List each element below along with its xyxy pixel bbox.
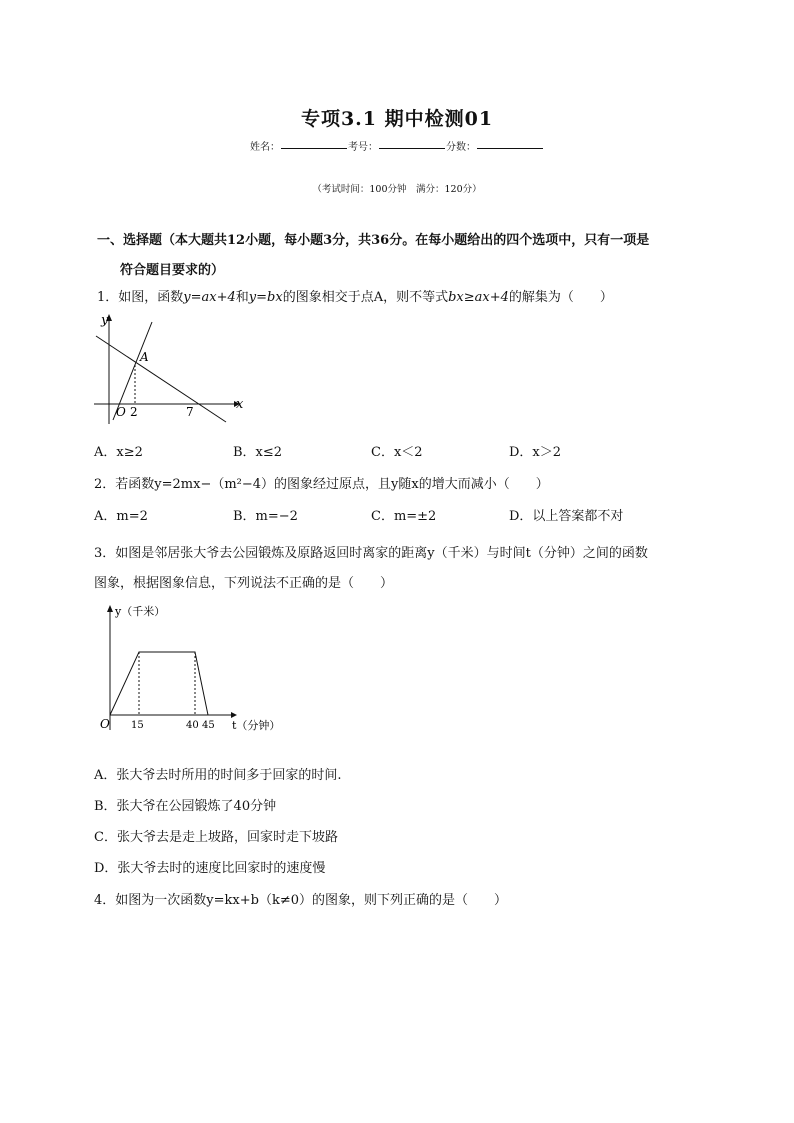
name-label: 姓名：	[250, 142, 280, 153]
exam-time-note: （考试时间：100分钟 满分：120分）	[312, 184, 482, 195]
tick-label-40: 40	[186, 720, 199, 731]
name-blank[interactable]	[281, 147, 347, 149]
function-1: y=ax+4	[183, 290, 236, 305]
inequality: bx≥ax+4	[448, 290, 509, 305]
student-info-line	[0, 138, 794, 153]
exam-no-blank[interactable]	[379, 147, 445, 149]
q2-option-b[interactable]: B．m=−2	[233, 509, 298, 524]
q1-option-b[interactable]: B．x≤2	[233, 445, 283, 460]
question-1-text-d: 的解集为（ ）	[508, 290, 613, 305]
t-axis-arrow	[231, 712, 237, 718]
q2-option-a[interactable]: A．m=2	[94, 509, 148, 524]
page-title: 专项3.1 期中检测01	[300, 108, 494, 130]
question-1-text-b: 和	[235, 290, 249, 305]
q1-option-c[interactable]: C．x＜2	[371, 445, 423, 460]
question-4-stem	[94, 891, 714, 911]
point-a-label: A	[140, 350, 149, 364]
question-3-number: 3．	[94, 546, 116, 561]
tick-label-7: 7	[186, 405, 194, 419]
y-axis-arrow	[107, 605, 113, 612]
tick-label-15: 15	[131, 720, 144, 731]
q2-option-c[interactable]: C．m=±2	[371, 509, 437, 524]
question-4-number: 4．	[94, 893, 116, 908]
question-4-text: 如图为一次函数y=kx+b（k≠0）的图象，则下列正确的是（ ）	[115, 893, 507, 908]
q3-option-a[interactable]: A．张大爷去时所用的时间多于回家的时间.	[94, 768, 342, 783]
question-1-text: 如图，函数	[118, 290, 184, 305]
q2-option-d[interactable]: D．以上答案都不对	[509, 509, 624, 524]
origin-label: O	[116, 405, 126, 419]
q3-option-c[interactable]: C．张大爷去是走上坡路，回家时走下坡路	[94, 830, 338, 845]
q1-option-d[interactable]: D．x＞2	[509, 445, 562, 460]
question-3-line1	[94, 539, 724, 569]
origin-label: O	[100, 717, 110, 731]
y-axis-label: y	[101, 313, 109, 328]
question-1-number: 1．	[97, 290, 119, 305]
q3-option-d[interactable]: D．张大爷去时的速度比回家时的速度慢	[94, 861, 326, 876]
question-3-text-1: 如图是邻居张大爷去公园锻炼及原路返回时离家的距离y（千米）与时间t（分钟）之间的函数	[115, 546, 648, 561]
section-heading-line2: 符合题目要求的）	[120, 263, 225, 278]
t-axis-label: t（分钟）	[232, 719, 281, 732]
tick-label-2: 2	[130, 405, 138, 419]
x-axis-label: x	[236, 397, 244, 412]
section-heading-line1: 一、选择题（本大题共12小题，每小题3分，共36分。在每小题给出的四个选项中，只有一项是	[97, 233, 650, 248]
question-1-text-c: 的图象相交于点A，则不等式	[282, 290, 449, 305]
question-3-line2: 图象，根据图象信息，下列说法不正确的是（ ）	[94, 576, 394, 591]
distance-graph	[110, 652, 208, 715]
tick-label-45: 45	[202, 720, 215, 731]
q3-option-b[interactable]: B．张大爷在公园锻炼了40分钟	[94, 799, 277, 814]
score-blank[interactable]	[477, 147, 543, 149]
question-1-stem	[97, 288, 717, 308]
function-2: y=bx	[248, 290, 283, 305]
q1-option-a[interactable]: A．x≥2	[94, 445, 143, 460]
y-axis-label: y（千米）	[115, 605, 166, 618]
question-2-number: 2．	[94, 477, 116, 492]
question-1-figure	[90, 310, 250, 430]
question-2-text: 若函数y=2mx−（m²−4）的图象经过原点，且y随x的增大而减小（ ）	[115, 477, 549, 492]
question-2-stem	[94, 475, 714, 495]
score-label: 分数：	[446, 142, 476, 153]
question-3-figure	[95, 600, 295, 740]
section-heading	[97, 226, 717, 286]
question-3-stem	[94, 539, 724, 599]
exam-no-label: 考号：	[348, 142, 378, 153]
